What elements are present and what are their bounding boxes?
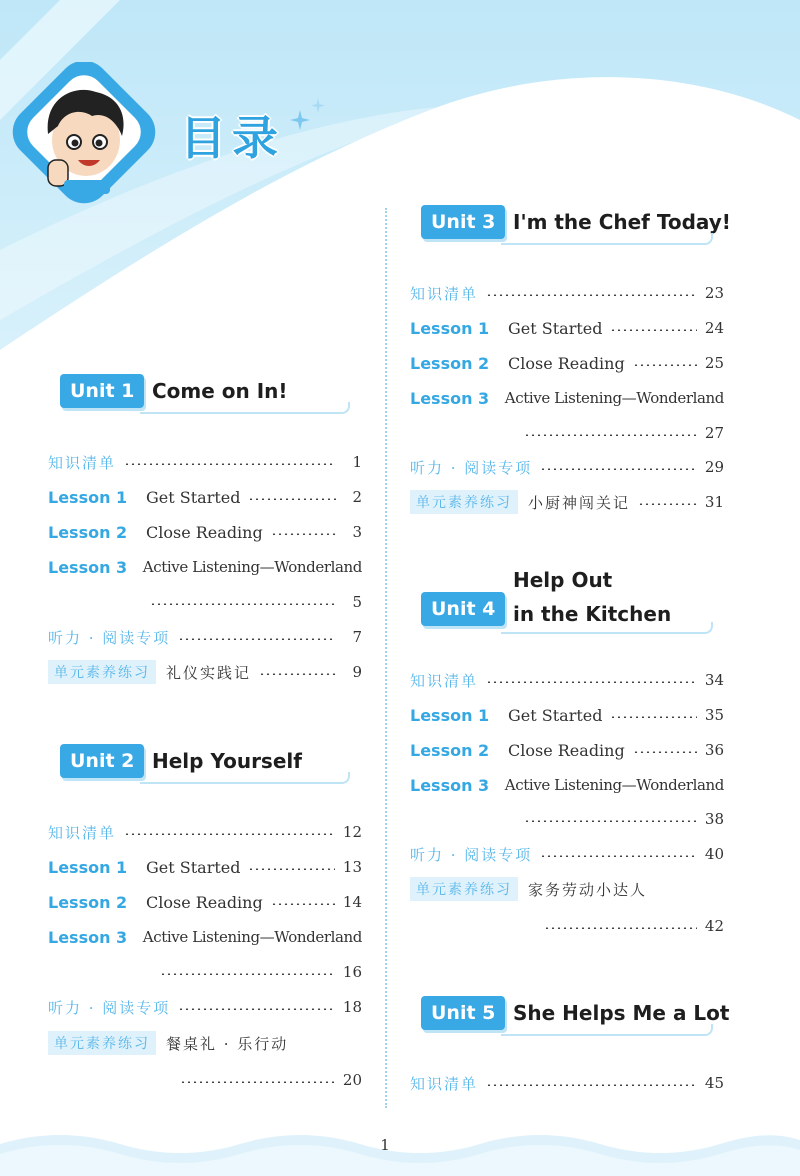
unit-underline bbox=[501, 1024, 713, 1036]
toc-lesson-label: Lesson 3 bbox=[410, 388, 490, 408]
toc-practice-title: 家务劳动小达人 bbox=[528, 880, 648, 899]
unit-title: I'm the Chef Today! bbox=[513, 210, 731, 234]
toc-row[interactable] bbox=[48, 817, 362, 847]
toc-lesson-title: Close Reading bbox=[508, 740, 625, 760]
toc-row[interactable] bbox=[48, 447, 362, 477]
unit-underline bbox=[140, 772, 350, 784]
unit-title-line2: in the Kitchen bbox=[513, 602, 672, 626]
toc-row[interactable] bbox=[410, 839, 724, 869]
toc-practice-label: 单元素养练习 bbox=[410, 877, 518, 901]
unit-badge: Unit 5 bbox=[421, 996, 505, 1030]
leader-dots bbox=[178, 638, 336, 640]
toc-lesson-label: Lesson 2 bbox=[410, 740, 490, 760]
toc-page: 12 bbox=[342, 823, 362, 841]
toc-page: 16 bbox=[342, 963, 362, 981]
page-number: 1 bbox=[380, 1136, 390, 1154]
toc-page: 18 bbox=[342, 998, 362, 1016]
toc-lesson-label: Lesson 2 bbox=[48, 892, 128, 912]
leader-dots bbox=[178, 1008, 335, 1010]
toc-lesson-label: Lesson 2 bbox=[48, 522, 128, 542]
toc-row[interactable] bbox=[410, 1068, 724, 1098]
toc-row[interactable] bbox=[410, 735, 724, 765]
toc-row[interactable] bbox=[410, 874, 724, 904]
toc-page: 31 bbox=[704, 493, 724, 511]
unit-badge: Unit 4 bbox=[421, 592, 505, 626]
toc-page: 2 bbox=[352, 488, 362, 506]
toc-row-continued[interactable] bbox=[524, 804, 724, 834]
toc-page: 42 bbox=[704, 917, 724, 935]
unit-2-header bbox=[60, 738, 350, 786]
toc-row[interactable] bbox=[48, 552, 362, 582]
toc-row[interactable] bbox=[410, 665, 724, 695]
leader-dots bbox=[180, 1081, 335, 1083]
toc-practice-title: 礼仪实践记 bbox=[166, 663, 252, 682]
leader-dots bbox=[540, 468, 697, 470]
leader-dots bbox=[544, 927, 697, 929]
toc-page: 3 bbox=[352, 523, 362, 541]
toc-practice-label: 单元素养练习 bbox=[48, 660, 156, 684]
toc-page: 1 bbox=[352, 453, 362, 471]
toc-cn-label: 知识清单 bbox=[48, 823, 117, 842]
leader-dots bbox=[638, 503, 697, 505]
toc-page: 38 bbox=[704, 810, 724, 828]
leader-dots bbox=[486, 681, 697, 683]
toc-page: 35 bbox=[704, 706, 724, 724]
toc-row[interactable] bbox=[48, 1028, 362, 1058]
leader-dots bbox=[271, 533, 336, 535]
toc-cn-label: 听力 · 阅读专项 bbox=[410, 845, 533, 864]
toc-lesson-label: Lesson 3 bbox=[48, 557, 128, 577]
unit-1-header bbox=[60, 368, 350, 416]
toc-page: 36 bbox=[704, 741, 724, 759]
toc-practice-label: 单元素养练习 bbox=[48, 1031, 156, 1055]
sparkle-icon bbox=[290, 96, 330, 132]
toc-lesson-title: Get Started bbox=[508, 318, 603, 338]
toc-row[interactable] bbox=[48, 657, 362, 687]
toc-page: 27 bbox=[704, 424, 724, 442]
column-divider bbox=[385, 208, 387, 1108]
toc-cn-label: 听力 · 阅读专项 bbox=[410, 458, 533, 477]
page-title: 目录 bbox=[180, 111, 284, 165]
toc-row[interactable] bbox=[410, 313, 724, 343]
toc-lesson-label: Lesson 2 bbox=[410, 353, 490, 373]
toc-cn-label: 知识清单 bbox=[410, 671, 479, 690]
toc-lesson-title: Close Reading bbox=[146, 522, 263, 542]
toc-page: 24 bbox=[704, 319, 724, 337]
toc-row[interactable] bbox=[48, 887, 362, 917]
toc-lesson-title: Active Listening—Wonderland bbox=[504, 389, 724, 407]
toc-page: 45 bbox=[704, 1074, 724, 1092]
toc-page: 25 bbox=[704, 354, 724, 372]
leader-dots bbox=[124, 463, 336, 465]
toc-cn-label: 知识清单 bbox=[410, 1074, 479, 1093]
toc-lesson-label: Lesson 1 bbox=[48, 487, 128, 507]
leader-dots bbox=[150, 603, 336, 605]
toc-row[interactable] bbox=[410, 452, 724, 482]
toc-page: 20 bbox=[342, 1071, 362, 1089]
toc-practice-title: 小厨神闯关记 bbox=[528, 493, 631, 512]
toc-lesson-label: Lesson 1 bbox=[48, 857, 128, 877]
unit-title-line1: Help Out bbox=[513, 568, 613, 592]
toc-row-continued[interactable] bbox=[180, 1065, 362, 1095]
boy-mascot-icon bbox=[4, 62, 164, 212]
toc-row[interactable] bbox=[48, 852, 362, 882]
toc-cn-label: 知识清单 bbox=[410, 284, 479, 303]
unit-underline bbox=[501, 622, 713, 634]
unit-3-header bbox=[421, 199, 731, 247]
toc-page: 40 bbox=[704, 845, 724, 863]
toc-row[interactable] bbox=[48, 622, 362, 652]
leader-dots bbox=[486, 1084, 697, 1086]
toc-row-continued[interactable] bbox=[160, 957, 362, 987]
toc-row[interactable] bbox=[410, 278, 724, 308]
toc-lesson-label: Lesson 3 bbox=[48, 927, 128, 947]
leader-dots bbox=[524, 434, 697, 436]
toc-page: 7 bbox=[352, 628, 362, 646]
unit-title: Help Yourself bbox=[152, 749, 302, 773]
toc-lesson-label: Lesson 1 bbox=[410, 705, 490, 725]
unit-title: She Helps Me a Lot bbox=[513, 1001, 730, 1025]
unit-5-header bbox=[421, 990, 730, 1038]
toc-page: 34 bbox=[704, 671, 724, 689]
leader-dots bbox=[259, 673, 336, 675]
leader-dots bbox=[271, 903, 335, 905]
toc-page: 23 bbox=[704, 284, 724, 302]
toc-lesson-title: Close Reading bbox=[508, 353, 625, 373]
leader-dots bbox=[248, 498, 336, 500]
leader-dots bbox=[160, 973, 335, 975]
leader-dots bbox=[486, 294, 697, 296]
toc-lesson-label: Lesson 1 bbox=[410, 318, 490, 338]
toc-row[interactable] bbox=[48, 517, 362, 547]
toc-page: 13 bbox=[342, 858, 362, 876]
toc-row-continued[interactable] bbox=[544, 911, 724, 941]
toc-lesson-title: Active Listening—Wonderland bbox=[504, 776, 724, 794]
toc-row[interactable] bbox=[410, 348, 724, 378]
toc-row-continued[interactable] bbox=[150, 587, 362, 617]
unit-underline bbox=[501, 233, 713, 245]
toc-row[interactable] bbox=[410, 487, 724, 517]
unit-badge: Unit 1 bbox=[60, 374, 144, 408]
page-title-block bbox=[180, 102, 284, 168]
leader-dots bbox=[610, 329, 696, 331]
toc-row[interactable] bbox=[410, 770, 724, 800]
toc-page: 29 bbox=[704, 458, 724, 476]
leader-dots bbox=[524, 820, 697, 822]
leader-dots bbox=[248, 868, 334, 870]
toc-cn-label: 听力 · 阅读专项 bbox=[48, 998, 171, 1017]
toc-row[interactable] bbox=[48, 922, 362, 952]
toc-row[interactable] bbox=[410, 700, 724, 730]
toc-row[interactable] bbox=[410, 383, 724, 413]
leader-dots bbox=[610, 716, 696, 718]
toc-lesson-title: Get Started bbox=[508, 705, 603, 725]
unit-badge: Unit 2 bbox=[60, 744, 144, 778]
toc-row-continued[interactable] bbox=[524, 418, 724, 448]
toc-practice-label: 单元素养练习 bbox=[410, 490, 518, 514]
unit-title: Come on In! bbox=[152, 379, 288, 403]
toc-page: 5 bbox=[352, 593, 362, 611]
unit-underline bbox=[140, 402, 350, 414]
toc-lesson-title: Get Started bbox=[146, 857, 241, 877]
leader-dots bbox=[633, 364, 697, 366]
toc-page: 9 bbox=[352, 663, 362, 681]
toc-lesson-label: Lesson 3 bbox=[410, 775, 490, 795]
toc-row[interactable] bbox=[48, 482, 362, 512]
unit-badge: Unit 3 bbox=[421, 205, 505, 239]
leader-dots bbox=[540, 855, 697, 857]
toc-page: 14 bbox=[342, 893, 362, 911]
toc-practice-title: 餐桌礼 · 乐行动 bbox=[166, 1034, 289, 1053]
toc-lesson-title: Active Listening—Wonderland bbox=[142, 928, 362, 946]
leader-dots bbox=[633, 751, 697, 753]
toc-lesson-title: Close Reading bbox=[146, 892, 263, 912]
toc-lesson-title: Get Started bbox=[146, 487, 241, 507]
unit-4-header bbox=[421, 564, 713, 636]
toc-row[interactable] bbox=[48, 992, 362, 1022]
toc-cn-label: 听力 · 阅读专项 bbox=[48, 628, 171, 647]
leader-dots bbox=[124, 833, 335, 835]
toc-cn-label: 知识清单 bbox=[48, 453, 117, 472]
toc-lesson-title: Active Listening—Wonderland bbox=[142, 558, 362, 576]
